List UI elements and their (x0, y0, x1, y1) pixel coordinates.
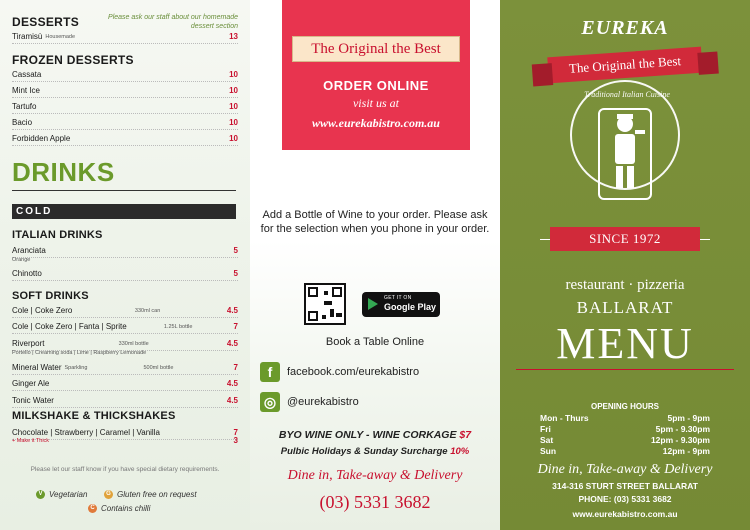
legend-chilli: C Contains chilli (88, 504, 150, 513)
dine-options: Dine in, Take-away & Delivery (537, 462, 713, 477)
google-play-button[interactable]: GET IT ON Google Play (362, 292, 440, 317)
desserts-note: Please ask our staff about our homemade dessert section (108, 14, 238, 30)
menu-item-milkshake: Chocolate | Strawberry | Caramel | Vanilla 7 (12, 426, 238, 440)
right-panel (500, 0, 750, 530)
background-photo (250, 240, 500, 530)
gluten-free-icon: G (104, 490, 113, 499)
book-table-link[interactable]: Book a Table Online (325, 336, 425, 348)
menu-item-tiramisu: Tiramisù Housemade 13 (12, 30, 238, 44)
website-link[interactable]: www.eurekabistro.com.au (312, 116, 440, 130)
chilli-icon: C (88, 504, 97, 513)
hours-row: Sun 12pm - 9pm (540, 446, 710, 456)
left-panel (0, 0, 250, 530)
menu-item: Bacio 10 (12, 116, 238, 130)
menu-item-thick: + Make it Thick 3 (12, 436, 238, 445)
menu-item: Cole | Coke Zero 330ml can 4.5 (12, 304, 238, 318)
menu-item: Mineral Water Sparkling 500ml bottle 7 (12, 361, 238, 375)
middle-panel (250, 0, 500, 530)
menu-item: Cole | Coke Zero | Fanta | Sprite 1.25L bottle 7 (12, 320, 238, 334)
phone-number[interactable]: (03) 5331 3682 (319, 492, 431, 512)
brand-name: EUREKA (581, 17, 669, 39)
divider (12, 190, 236, 191)
surcharge-note: Pulbic Holidays & Sunday Surcharge 10% (280, 446, 470, 457)
instagram-icon: ◎ (260, 392, 280, 412)
hours-row: Mon - Thurs 5pm - 9pm (540, 413, 710, 423)
legend-gluten-free: G Gluten free on request (104, 490, 197, 499)
instagram-link[interactable]: ◎ @eurekabistro (260, 392, 359, 412)
phone-number[interactable]: PHONE: (03) 5331 3682 (578, 494, 672, 504)
legend-vegetarian: V Vegetarian (36, 490, 87, 499)
vegetarian-icon: V (36, 490, 45, 499)
menu-item: Riverport 330ml bottle 4.5 (12, 337, 238, 351)
menu-item-chinotto: Chinotto 5 (12, 267, 238, 281)
menu-item-aranciata: Aranciata 5 (12, 244, 238, 258)
byo-note: BYO WINE ONLY - WINE CORKAGE $7 (278, 429, 472, 441)
hours-row: Sat 12pm - 9.30pm (540, 435, 710, 445)
menu-item: Ginger Ale 4.5 (12, 377, 238, 391)
tagline-banner: The Original the Best (292, 36, 460, 62)
divider (516, 369, 734, 370)
menu-item: Tartufo 10 (12, 100, 238, 114)
menu-title: MENU (556, 319, 694, 368)
chef-logo-icon (598, 108, 652, 200)
since-banner: SINCE 1972 (550, 227, 700, 251)
order-online-box (282, 0, 470, 150)
frozen-desserts-title: FROZEN DESSERTS (12, 53, 134, 67)
menu-item: Mint Ice 10 (12, 84, 238, 98)
milkshake-title: MILKSHAKE & THICKSHAKES (12, 410, 176, 422)
facebook-link[interactable]: f facebook.com/eurekabistro (260, 362, 419, 382)
drinks-title: DRINKS (12, 157, 115, 187)
qr-code-icon[interactable] (304, 283, 346, 325)
italian-drinks-title: ITALIAN DRINKS (12, 229, 103, 241)
menu-item: Tonic Water 4.5 (12, 394, 238, 408)
item-subtext: Orange (12, 257, 31, 263)
dietary-note: Please let our staff know if you have special dietary requirements. (30, 466, 220, 473)
menu-item: Forbidden Apple 10 (12, 132, 238, 146)
facebook-icon: f (260, 362, 280, 382)
visit-label: visit us at (352, 96, 399, 110)
wine-note: Add a Bottle of Wine to your order. Please ask for the selection when you phone in your order. (260, 209, 490, 235)
menu-item: Cassata 10 (12, 68, 238, 82)
dine-options: Dine in, Take-away & Delivery (287, 468, 463, 483)
order-online-label: ORDER ONLINE (323, 78, 429, 93)
soft-drinks-title: SOFT DRINKS (12, 290, 89, 302)
tagline-banner: The Original the Best (547, 47, 702, 84)
item-subtext: Portello | Creaming soda | Lime | Raspberry Lemonade (12, 350, 147, 356)
desserts-title: DESSERTS (12, 15, 80, 29)
city-name: BALLARAT (576, 298, 674, 317)
hours-row: Fri 5pm - 9.30pm (540, 424, 710, 434)
cold-section-bar: COLD (12, 204, 236, 219)
business-type: restaurant · pizzeria (565, 277, 685, 293)
opening-hours-title: OPENING HOURS (590, 402, 659, 411)
address: 314-316 STURT STREET BALLARAT (552, 481, 698, 491)
website-link[interactable]: www.eurekabistro.com.au (572, 509, 678, 519)
badge-text: Traditional Italian Cuisine (584, 90, 670, 99)
google-play-icon (368, 298, 378, 310)
